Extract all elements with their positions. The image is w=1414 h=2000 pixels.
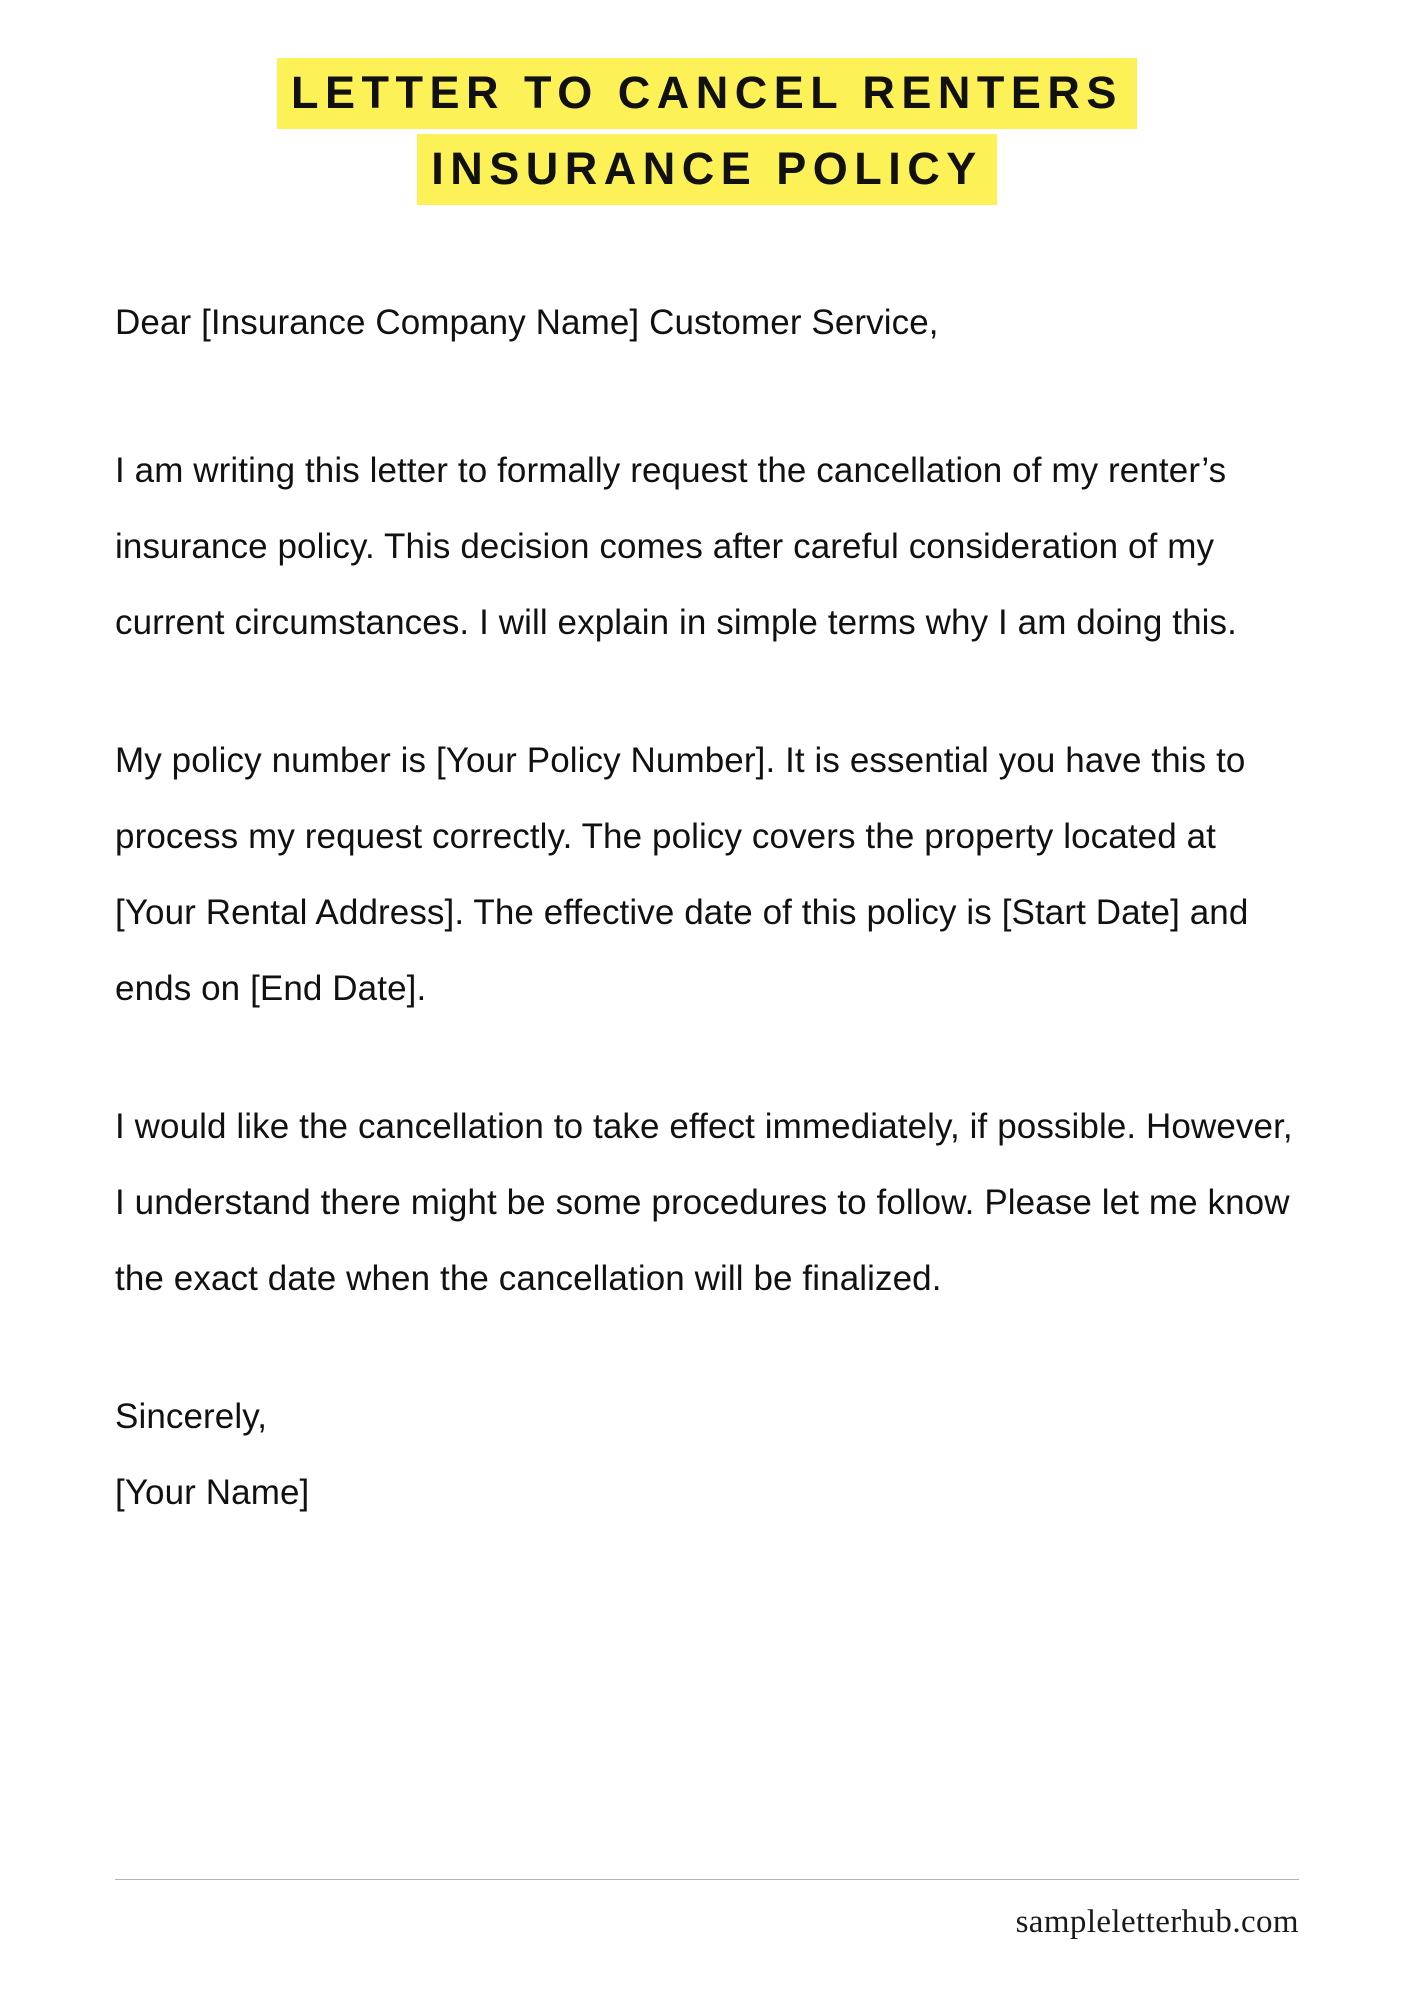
letter-closing: Sincerely,: [115, 1397, 268, 1436]
title-line-2-text: INSURANCE POLICY: [417, 134, 997, 205]
page-footer: [115, 1879, 1299, 1942]
letter-closing-block: [115, 1379, 1305, 1531]
footer-divider: [115, 1879, 1299, 1880]
letter-body: [115, 285, 1305, 1531]
title-line-2: [100, 134, 1314, 204]
letter-paragraph-3: I would like the cancellation to take effect immediately, if possible. However, I understand there might be some procedures to follow. Please let me know the exact date when the cancellation will be finalized.: [115, 1107, 1293, 1298]
page-title: [0, 0, 1414, 204]
letter-greeting: Dear [Insurance Company Name] Customer Service,: [115, 303, 939, 342]
letter-signature-name: [Your Name]: [115, 1473, 310, 1512]
title-line-1: [100, 58, 1314, 128]
letter-paragraph-2: My policy number is [Your Policy Number]. It is essential you have this to process my request correctly. The policy covers the property located at [Your Rental Address]. The effective date of this policy is [Start Date] and ends on [End Date].: [115, 741, 1249, 1008]
footer-website-url: sampleletterhub.com: [1015, 1904, 1299, 1940]
title-line-1-text: LETTER TO CANCEL RENTERS: [277, 58, 1137, 129]
letter-paragraph-1: I am writing this letter to formally request the cancellation of my renter’s insurance policy. This decision comes after careful consideration of my current circumstances. I will explain in simple terms why I am doing this.: [115, 451, 1237, 642]
